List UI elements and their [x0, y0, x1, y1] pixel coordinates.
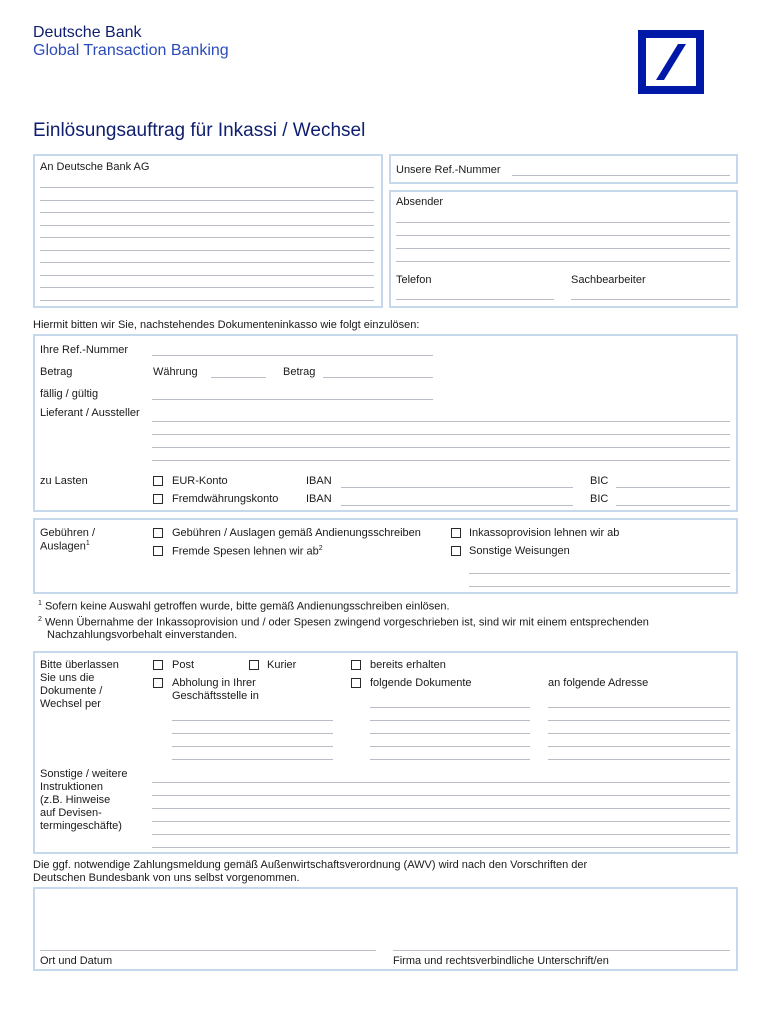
- recipient-line[interactable]: [40, 212, 374, 213]
- bic1-label: BIC: [590, 475, 609, 487]
- sender-line[interactable]: [396, 248, 730, 249]
- recipient-line[interactable]: [40, 250, 374, 251]
- eur-account-checkbox[interactable]: [153, 476, 163, 486]
- clerk-label: Sachbearbeiter: [571, 274, 646, 286]
- pickup-checkbox[interactable]: [153, 678, 163, 688]
- recipient-label: An Deutsche Bank AG: [40, 161, 150, 173]
- address-line[interactable]: [548, 733, 730, 734]
- supplier-line[interactable]: [152, 447, 730, 448]
- footnote-1-mark: 1: [38, 600, 42, 607]
- branch-line[interactable]: [172, 720, 333, 721]
- footnote-mark: 1: [85, 540, 90, 547]
- address-line[interactable]: [548, 746, 730, 747]
- instructions-line[interactable]: [152, 795, 730, 796]
- brand-name: Deutsche Bank: [33, 24, 142, 41]
- awv-note-2: Deutschen Bundesbank von uns selbst vorgenommen.: [33, 872, 300, 884]
- recipient-line[interactable]: [40, 237, 374, 238]
- footnote-mark: 2: [318, 545, 323, 552]
- address-line[interactable]: [548, 759, 730, 760]
- sender-label: Absender: [396, 196, 444, 208]
- instructions-line[interactable]: [152, 847, 730, 848]
- following-docs-checkbox[interactable]: [351, 678, 361, 688]
- other-instructions-line[interactable]: [469, 573, 730, 574]
- iban1-field[interactable]: [341, 487, 573, 488]
- bic2-field[interactable]: [616, 505, 730, 506]
- other-instructions-label: Sonstige Weisungen: [469, 545, 570, 557]
- post-label: Post: [172, 659, 195, 671]
- reference-label: Unsere Ref.-Nummer: [396, 164, 501, 176]
- other-label-2: Instruktionen: [40, 781, 103, 793]
- other-instructions-checkbox[interactable]: [451, 546, 461, 556]
- recipient-line[interactable]: [40, 200, 374, 201]
- amount-field[interactable]: [323, 377, 433, 378]
- phone-label: Telefon: [396, 274, 432, 286]
- awv-note-1: Die ggf. notwendige Zahlungsmeldung gemäß Außenwirtschaftsverordnung (AWV) wird nach den Vorschriften der: [33, 859, 588, 871]
- delivery-label-1: Bitte überlassen: [40, 659, 119, 671]
- iban2-label: IBAN: [306, 493, 332, 505]
- footnote-2: [38, 616, 649, 629]
- delivery-label-2: Sie uns die: [40, 672, 95, 684]
- iban2-field[interactable]: [341, 505, 573, 506]
- sender-line[interactable]: [396, 235, 730, 236]
- recipient-line[interactable]: [40, 262, 374, 263]
- other-label-1: Sonstige / weitere: [40, 768, 128, 780]
- eur-account-label: EUR-Konto: [172, 475, 228, 487]
- instructions-line[interactable]: [152, 834, 730, 835]
- place-date-field[interactable]: [40, 950, 376, 951]
- instructions-line[interactable]: [152, 808, 730, 809]
- slash-icon: [646, 38, 696, 86]
- branch-line[interactable]: [172, 733, 333, 734]
- ref-number-field[interactable]: [152, 355, 433, 356]
- docs-line[interactable]: [370, 720, 530, 721]
- sender-line[interactable]: [396, 261, 730, 262]
- recipient-line[interactable]: [40, 187, 374, 188]
- pickup-label-1: Abholung in Ihrer: [172, 677, 256, 689]
- recipient-line[interactable]: [40, 287, 374, 288]
- footnote-1-text: Sofern keine Auswahl getroffen wurde, bitte gemäß Andienungsschreiben einlösen.: [44, 600, 450, 613]
- other-label-3: (z.B. Hinweise: [40, 794, 111, 806]
- supplier-line[interactable]: [152, 421, 730, 422]
- branch-line[interactable]: [172, 759, 333, 760]
- recipient-line[interactable]: [40, 275, 374, 276]
- fees-label: [40, 527, 95, 539]
- following-address-label: an folgende Adresse: [548, 677, 649, 689]
- charge-label: zu Lasten: [40, 475, 88, 487]
- other-instructions-line[interactable]: [469, 586, 730, 587]
- bic2-label: BIC: [590, 493, 609, 505]
- post-checkbox[interactable]: [153, 660, 163, 670]
- fees-as-notice-label: Gebühren / Auslagen gemäß Andienungsschreiben: [172, 527, 421, 539]
- footnote-2-text: Wenn Übernahme der Inkassoprovision und / oder Spesen zwingend vorgeschrieben ist, sind wir mit einem entsprechenden: [44, 616, 649, 629]
- reject-foreign-fees-checkbox[interactable]: [153, 546, 163, 556]
- footnote-2-mark: 2: [38, 616, 42, 623]
- reject-collection-commission-checkbox[interactable]: [451, 528, 461, 538]
- branch-line[interactable]: [172, 746, 333, 747]
- reject-foreign-fees-text: Fremde Spesen lehnen wir ab: [172, 545, 319, 558]
- form-title: Einlösungsauftrag für Inkassi / Wechsel: [33, 120, 366, 141]
- amount-label: Betrag: [40, 366, 73, 378]
- due-field[interactable]: [152, 399, 433, 400]
- reject-foreign-fees-label: [172, 545, 323, 558]
- deutsche-bank-logo: [638, 30, 704, 94]
- following-docs-label: folgende Dokumente: [370, 677, 472, 689]
- recipient-line[interactable]: [40, 300, 374, 301]
- other-label-4: auf Devisen-: [40, 807, 102, 819]
- instructions-line[interactable]: [152, 821, 730, 822]
- recipient-line[interactable]: [40, 225, 374, 226]
- courier-checkbox[interactable]: [249, 660, 259, 670]
- place-date-label: Ort und Datum: [40, 955, 113, 967]
- docs-line[interactable]: [370, 746, 530, 747]
- fees-as-notice-checkbox[interactable]: [153, 528, 163, 538]
- instructions-line[interactable]: [152, 782, 730, 783]
- signature-label: Firma und rechtsverbindliche Unterschrift/en: [393, 955, 609, 967]
- courier-label: Kurier: [267, 659, 297, 671]
- supplier-label: Lieferant / Aussteller: [40, 407, 140, 419]
- phone-field[interactable]: [396, 299, 554, 300]
- bic1-field[interactable]: [616, 487, 730, 488]
- other-label-5: termingeschäfte): [40, 820, 122, 832]
- intro-text: Hiermit bitten wir Sie, nachstehendes Dokumenteninkasso wie folgt einzulösen:: [33, 319, 420, 331]
- footnote-2-continued: Nachzahlungsvorbehalt einverstanden.: [47, 629, 238, 641]
- footnote-1: [38, 600, 450, 613]
- amount2-label: Betrag: [283, 366, 316, 378]
- reference-number-field[interactable]: [512, 175, 730, 176]
- already-received-label: bereits erhalten: [370, 659, 446, 671]
- supplier-line[interactable]: [152, 434, 730, 435]
- fees-label-2: [40, 540, 90, 553]
- delivery-label-3: Dokumente /: [40, 685, 103, 697]
- clerk-field[interactable]: [571, 299, 730, 300]
- foreign-account-checkbox[interactable]: [153, 494, 163, 504]
- address-line[interactable]: [548, 707, 730, 708]
- details-box: [33, 334, 738, 512]
- signature-box: [33, 887, 738, 971]
- signature-field[interactable]: [393, 950, 730, 951]
- already-received-checkbox[interactable]: [351, 660, 361, 670]
- currency-field[interactable]: [211, 377, 266, 378]
- docs-line[interactable]: [370, 759, 530, 760]
- brand-division: Global Transaction Banking: [33, 42, 229, 59]
- ref-number-label: Ihre Ref.-Nummer: [40, 344, 129, 356]
- pickup-label-2: Geschäftsstelle in: [172, 690, 259, 702]
- reject-collection-commission-label: Inkassoprovision lehnen wir ab: [469, 527, 620, 539]
- address-line[interactable]: [548, 720, 730, 721]
- delivery-label-4: Wechsel per: [40, 698, 101, 710]
- sender-line[interactable]: [396, 222, 730, 223]
- foreign-account-label: Fremdwährungskonto: [172, 493, 279, 505]
- docs-line[interactable]: [370, 707, 530, 708]
- recipient-box: [33, 154, 383, 308]
- iban1-label: IBAN: [306, 475, 332, 487]
- docs-line[interactable]: [370, 733, 530, 734]
- supplier-line[interactable]: [152, 460, 730, 461]
- due-label: fällig / gültig: [40, 388, 99, 400]
- fees-label-line2: Auslagen: [40, 540, 86, 553]
- fees-label-line1: Gebühren /: [40, 527, 96, 539]
- currency-label: Währung: [153, 366, 198, 378]
